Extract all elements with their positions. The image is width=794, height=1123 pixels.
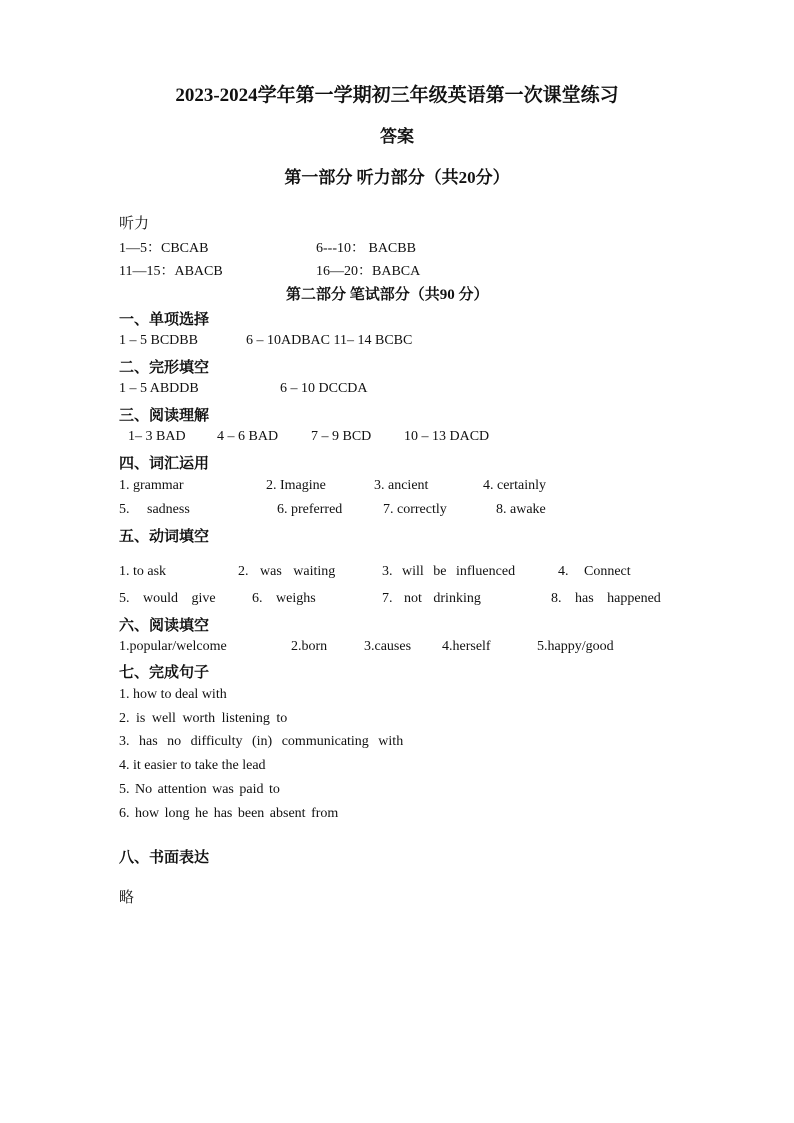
section2-answers-a: 1 – 5 ABDDB bbox=[119, 381, 199, 396]
section3-answers-c: 7 – 9 BCD bbox=[311, 429, 372, 444]
section6-item: 2.born bbox=[291, 639, 328, 654]
section4-item: 2. Imagine bbox=[266, 478, 326, 493]
section8-heading: 八、书面表达 bbox=[119, 850, 210, 866]
section1-answers-b: 6 – 10ADBAC 11– 14 BCBC bbox=[246, 333, 413, 348]
section4-item: 8. awake bbox=[496, 502, 546, 517]
section2-heading: 二、完形填空 bbox=[119, 360, 210, 376]
page-title: 2023-2024学年第一学期初三年级英语第一次课堂练习 bbox=[175, 85, 619, 106]
section8-body: 略 bbox=[119, 890, 135, 906]
section7-heading: 七、完成句子 bbox=[119, 665, 210, 681]
section6-heading: 六、阅读填空 bbox=[119, 618, 210, 634]
listening-label: 听力 bbox=[119, 216, 150, 232]
section6-item: 1.popular/welcome bbox=[119, 639, 227, 654]
section3-heading: 三、阅读理解 bbox=[119, 408, 210, 424]
section3-answers-b: 4 – 6 BAD bbox=[217, 429, 279, 444]
section5-item: 8. has happened bbox=[551, 591, 661, 606]
part2-heading: 第二部分 笔试部分（共90 分） bbox=[286, 287, 489, 303]
section4-item: 7. correctly bbox=[383, 502, 447, 517]
section6-item: 4.herself bbox=[442, 639, 491, 654]
section5-item: 3. will be influenced bbox=[382, 564, 516, 579]
section3-answers-d: 10 – 13 DACD bbox=[404, 429, 490, 444]
section4-item: 5. sadness bbox=[119, 502, 190, 517]
section3-answers-a: 1– 3 BAD bbox=[128, 429, 186, 444]
listening-answers-11-15: 11—15：ABACB bbox=[119, 264, 223, 279]
section4-item: 6. preferred bbox=[277, 502, 343, 517]
section5-item: 1. to ask bbox=[119, 564, 167, 579]
section4-heading: 四、词汇运用 bbox=[119, 456, 210, 472]
listening-answers-6-10: 6---10： BACBB bbox=[316, 241, 416, 256]
section7-item: 6. how long he has been absent from bbox=[119, 806, 339, 821]
section6-item: 3.causes bbox=[364, 639, 412, 654]
section6-item: 5.happy/good bbox=[537, 639, 614, 654]
section1-answers-a: 1 – 5 BCDBB bbox=[119, 333, 198, 348]
section5-item: 6. weighs bbox=[252, 591, 316, 606]
section7-item: 2. is well worth listening to bbox=[119, 711, 288, 726]
section4-item: 3. ancient bbox=[374, 478, 429, 493]
section5-item: 4. Connect bbox=[558, 564, 631, 579]
section5-item: 2. was waiting bbox=[238, 564, 336, 579]
listening-answers-1-5: 1—5：CBCAB bbox=[119, 241, 209, 256]
section5-heading: 五、动词填空 bbox=[119, 529, 210, 545]
section5-item: 7. not drinking bbox=[382, 591, 481, 606]
section2-answers-b: 6 – 10 DCCDA bbox=[280, 381, 368, 396]
listening-answers-16-20: 16—20：BABCA bbox=[316, 264, 421, 279]
answer-subtitle: 答案 bbox=[380, 127, 414, 146]
section7-item: 1. how to deal with bbox=[119, 687, 227, 702]
section5-item: 5. would give bbox=[119, 591, 216, 606]
section7-item: 4. it easier to take the lead bbox=[119, 758, 266, 773]
section7-item: 5. No attention was paid to bbox=[119, 782, 280, 797]
part1-heading: 第一部分 听力部分（共20分） bbox=[284, 168, 510, 187]
section1-heading: 一、单项选择 bbox=[119, 312, 210, 328]
section7-item: 3. has no difficulty (in) communicating with bbox=[119, 734, 404, 749]
section4-item: 4. certainly bbox=[483, 478, 546, 493]
section4-item: 1. grammar bbox=[119, 478, 184, 493]
